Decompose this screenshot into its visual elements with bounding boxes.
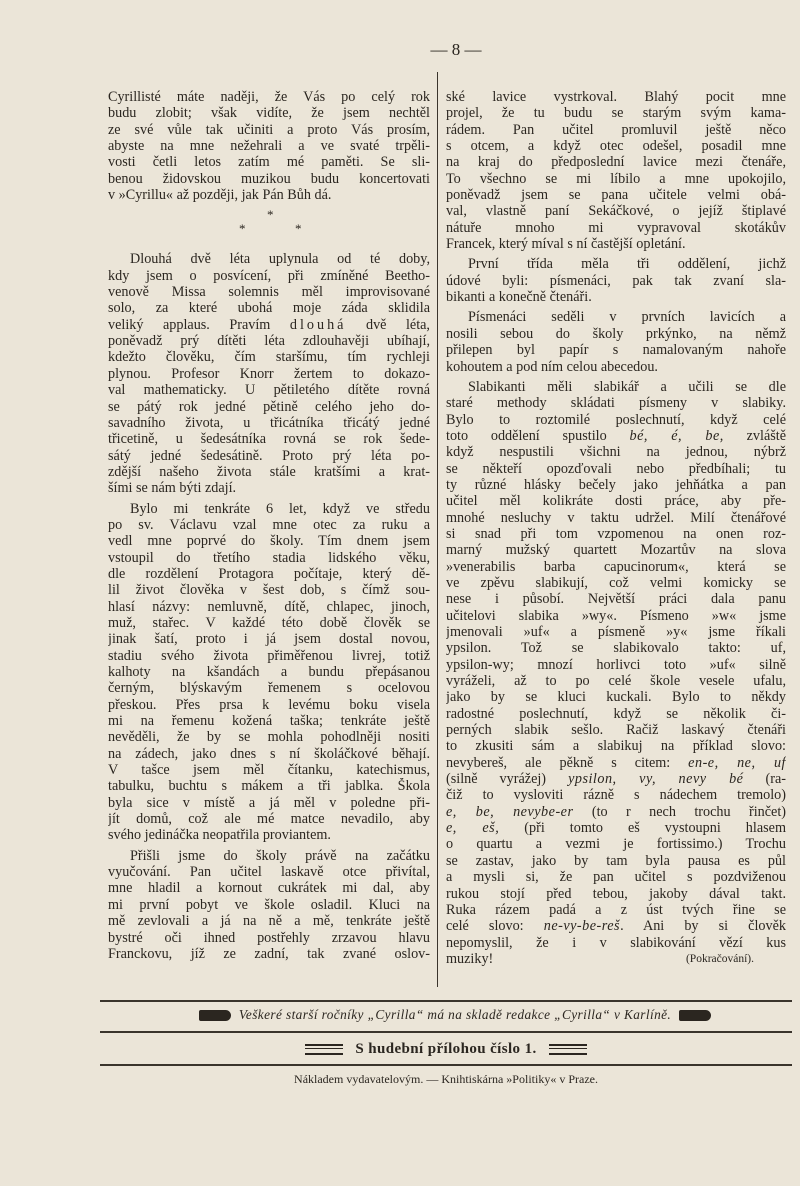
text-line: Bylo to roztomilé poslechnutí, když celé <box>446 411 786 428</box>
text-line: se zastav, jako by tam byla pausa es půl <box>446 852 786 869</box>
text-segment: dvě léta, <box>346 316 430 333</box>
text-segment: zvláště <box>723 427 786 444</box>
text-line: vosti četli letos zatím mé paměti. Se sli- <box>108 154 430 171</box>
text-line: ské lavice vystrkoval. Blahý pocit mne <box>446 89 786 105</box>
text-segment: (při tomto eš vystoupni hlasem <box>499 820 786 837</box>
text-line: údové byli: písmenáci, pak tak zvaní sla- <box>446 272 786 289</box>
text-line: bystré oči ihned postřehly zrzavou hlavu <box>108 929 430 946</box>
text-line: jako by se kluci kuckali. Bylo to někdy <box>446 689 786 706</box>
text-line: Přišli jsme do školy právě na začátku <box>130 847 430 864</box>
text-line: nepomyslil, že i v slabikování vězí kus <box>446 934 786 951</box>
text-segment: . Ani by si člověk <box>620 918 786 935</box>
text-line: na kraj do předposlední lavice mezi čtenáře, <box>446 154 786 171</box>
text-line: se pátý rok jedné pětině celého jeho do- <box>108 398 430 415</box>
italic-syllables: ne-vy-be-reš <box>543 918 621 935</box>
text-line: poněvadž prý dítěti léta zdlouhavěji ubíhají, <box>108 333 430 350</box>
text-line: v »Cyrillu« až později, jak Pán Bůh dá. <box>108 187 332 204</box>
text-line: dle rozdělení Protagora počítaje, který dě- <box>108 565 430 582</box>
text-line: tabulku, buchtu s mákem a tři jablka. Škola <box>108 778 430 795</box>
text-line: na zádech, jako dnes s ní školáčkové běhají. <box>108 745 430 762</box>
text-line <box>446 771 786 787</box>
italic-syllables: bé, é, be, <box>629 427 724 444</box>
text-line: o quartu a vezmi je fortissimo.) Trochu <box>446 836 786 853</box>
text-line: lil život člověka v šest dob, s čímž sou- <box>108 582 430 599</box>
text-line: jinak šatí, proto i já jsem dostal novou, <box>108 631 430 648</box>
supplement-text: S hudební přílohou číslo 1. <box>355 1041 537 1057</box>
text-line: svého jedináčka neopatřila proviantem. <box>108 827 331 844</box>
text-line: rukou stojí před tebou, jakoby dával takt. <box>446 885 786 902</box>
text-line: nosili sebou do školy prkýnko, na němž <box>446 325 786 342</box>
text-line: zdější našeho života stále kratšími a krat- <box>108 463 430 480</box>
text-line: ypsilon. Tož se slabikovalo takto: uf, <box>446 640 786 657</box>
paragraph <box>108 89 430 203</box>
text-segment: (to r nech trochu řinčet) <box>573 803 786 820</box>
text-line: vedl mne poprvé do školy. Tím dnem jsem <box>108 533 430 550</box>
text-line: Dlouhá dvě léta uplynula od té doby, <box>130 251 430 268</box>
notice-text: Veškeré starší ročníky „Cyrilla“ má na skladě redakce „Cyrilla“ v Karlíně. <box>238 1007 672 1022</box>
text-segment: nevybereš, ale pěkně s citem: <box>446 754 689 771</box>
text-line: Slabikanti měli slabikář a učili se dle <box>468 378 786 395</box>
text-line: Ruka rázem padá a z úst tvých řine se <box>446 901 786 918</box>
text-line: »venerabilis barba capucinorum«, která se <box>446 558 786 575</box>
imprint: Nákladem vydavatelovým. — Knihtiskárna »Politiky« v Praze. <box>294 1072 598 1086</box>
text-line: marný mužský quartett Mozartův na slova <box>446 542 786 559</box>
text-segment: (ra- <box>743 771 786 788</box>
pointing-hand-right-icon <box>199 1010 231 1021</box>
text-line: První třída měla tři oddělení, jichž <box>468 256 786 273</box>
text-line: mnohé nesluchy v taktu udržel. Milí čtenářové <box>446 509 786 526</box>
paragraph <box>446 256 786 305</box>
text-line: Franckovu, jíž ze zadní, tak zvané oslov- <box>108 945 430 962</box>
text-segment: (silně vyrážej) <box>446 771 569 788</box>
text-line: černým, blýskavým řemenem s ocelovou <box>108 680 430 697</box>
text-line: jmenovali »uf« a písmeně »y« jsme říkali <box>446 624 786 640</box>
left-column <box>108 89 430 966</box>
text-line: mi na řemenu kožená taška; tenkráte ještě <box>108 713 430 730</box>
text-line: radostné poslechnutí, když se několik či- <box>446 705 786 722</box>
text-line: Cyrillisté máte naději, že Vás po celý rok <box>108 89 430 105</box>
rule-top <box>100 1000 792 1002</box>
text-line: přeskou. Přes prsa k levému boku visela <box>108 696 430 713</box>
text-line: jít domů, což ale mé matce nevadilo, aby <box>108 811 430 828</box>
text-segment: toto oddělení spustilo <box>446 427 630 444</box>
text-line: kohoutem a pod ním celou abecedou. <box>446 358 658 375</box>
text-line: rádem. Pan učitel promluvil ještě něco <box>446 121 786 138</box>
text-line: když nespustili všichni na jednou, nýbrž <box>446 444 786 461</box>
paragraph <box>108 251 430 496</box>
text-line: si snad při tom vzpomenou na onen roz- <box>446 525 786 542</box>
text-line <box>446 918 786 934</box>
text-line: V tašce jsem měl čítanku, katechismus, <box>108 762 430 779</box>
text-line: mne hladil a kornout cukrátek mi dal, aby <box>108 880 430 897</box>
text-line: To všechno se mi líbilo a mne upokojilo, <box>446 170 786 187</box>
asterisk: * <box>267 207 274 223</box>
italic-syllables: e, be, nevybe-er <box>446 803 574 820</box>
paragraph <box>108 848 430 962</box>
text-line: savadního života, u třicátníka třicátý jedné <box>108 414 430 431</box>
text-line: třicetině, u šedesátníka rovná se rok šede- <box>108 431 430 448</box>
text-line: plynou. Profesor Knorr žertem to dokazo- <box>108 365 430 382</box>
closing-word: muziky! <box>446 950 494 967</box>
text-line: kdežto člověku, čím staršímu, tím rychleji <box>108 349 430 366</box>
emphasis: dlouhá <box>289 316 347 333</box>
rule-bottom <box>100 1064 792 1066</box>
text-line: učitelovi slabika »wy«. Písmeno »w« jsme <box>446 607 786 624</box>
paragraph <box>108 501 430 844</box>
text-segment: celé slovo: <box>446 918 544 935</box>
text-line: muž, stařec. V každé této době člověk se <box>108 614 430 631</box>
text-line: ty různé hlásky bečely jako jehňátka a pan <box>446 476 786 493</box>
column-divider <box>437 72 438 987</box>
text-line: ypsilon-wy; mnozí horlivci toto »uf« silně <box>446 656 786 673</box>
paragraph <box>446 309 786 374</box>
closing-line <box>446 951 786 967</box>
text-line: benou židovskou muzikou budu koncertovati <box>108 170 430 187</box>
text-line <box>446 820 786 836</box>
text-line: Písmenáci seděli v prvních lavicích a <box>468 309 786 326</box>
text-line <box>108 317 430 333</box>
paragraph <box>446 379 786 967</box>
text-line: mi první pobyt ve škole osladil. Kluci na <box>108 896 430 913</box>
ornament-bar-left <box>305 1044 343 1055</box>
text-line: staré methody skládati písmeny v slabiky. <box>446 395 786 412</box>
asterisk: * <box>295 221 302 237</box>
text-line: čiž to vysloviti rázně s nádechem tremolo) <box>446 787 786 804</box>
text-line: ze své vůle tak učiniti a proto Vás prosím, <box>108 121 430 138</box>
pointing-hand-left-icon <box>679 1010 711 1021</box>
italic-syllables: e, eš, <box>446 820 500 837</box>
text-line: Francek, který míval s ní častější opletání. <box>446 236 686 253</box>
text-line: ve zpěvu slabikují, což velmi komicky se <box>446 574 786 591</box>
supplement-line <box>100 1041 792 1058</box>
text-line: bikanti a konečně čtenáři. <box>446 289 592 306</box>
text-segment: veliký applaus. Pravím <box>108 316 290 333</box>
text-line: byla sice v místě a já měl v poledne při- <box>108 794 430 811</box>
rule-middle <box>100 1031 792 1033</box>
page-number: — 8 — <box>430 40 482 59</box>
text-line: hlasí názvy: nemluvně, dítě, chlapec, jinoch, <box>108 598 430 615</box>
text-line: šími se nám býti zdají. <box>108 480 237 497</box>
text-line: val mathematicky. U pětiletého dítěte rovná <box>108 382 430 399</box>
text-line: nese i působí. Největší práci dala panu <box>446 591 786 608</box>
italic-syllables: en-e, ne, uf <box>688 754 786 771</box>
text-line: sátý jedné šedesátině. Proto prý léta po- <box>108 447 430 464</box>
italic-syllables: ypsilon, vy, nevy bé <box>568 771 744 788</box>
text-line: poněvadž jsem se pana učitele velmi obá- <box>446 187 786 204</box>
text-line: stadiu svého života přiměřenou livrej, totiž <box>108 647 430 664</box>
text-line: se někteří opozďovali nebo předbíhali; tu <box>446 460 786 477</box>
text-line: val, vlastně paní Sekáčkové, o jejíž štiplavé <box>446 203 786 220</box>
text-line: vstoupil do třetího stadia lidského věku, <box>108 549 430 566</box>
text-line: budu zlobit; však vidíte, že jsem nechtěl <box>108 105 430 122</box>
text-line: kdy jsem o posvícení, při zmíněné Beetho- <box>108 267 430 284</box>
asterisk: * <box>239 221 246 237</box>
text-line: nátuře mnoho mi vypravoval skotákův <box>446 219 786 236</box>
text-line <box>446 428 786 444</box>
ornament-bar-right <box>549 1044 587 1055</box>
section-break-asterisks <box>108 207 430 243</box>
text-line: vyráželi, až to po celé škole vesele ufalu, <box>446 673 786 690</box>
text-line: učitel měl kolikráte dosti práce, aby pře- <box>446 493 786 510</box>
text-line: nevěděli, že by se mohla pohodlněji nositi <box>108 729 430 746</box>
right-column <box>446 89 786 971</box>
back-issues-notice <box>165 1007 745 1023</box>
text-line: kalhoty na kšandách a bundu přepásanou <box>108 664 430 680</box>
text-line: venově Missa solemnis měl improvisované <box>108 284 430 301</box>
paragraph <box>446 89 786 252</box>
text-line: po sv. Václavu vzal mne otec za ruku a <box>108 516 430 533</box>
text-line: s otcem, a když otec odešel, posadil mne <box>446 138 786 155</box>
text-line <box>446 804 786 820</box>
text-line: a mysli si, že pan učitel s pozdviženou <box>446 869 786 886</box>
text-line <box>446 755 786 771</box>
text-line: Bylo mi tenkráte 6 let, když ve středu <box>130 500 430 517</box>
text-line: projel, že tu budu se starým svým kama- <box>446 105 786 122</box>
text-line: přilepen byl papír s namalovaným nahoře <box>446 342 786 359</box>
text-line: mě zevlovali a já na ně a mě, tenkráte ještě <box>108 913 430 930</box>
text-line: perných slabik sešlo. Račiž laskavý čtenáři <box>446 722 786 739</box>
to-be-continued: (Pokračování). <box>685 952 754 965</box>
text-line: vyučování. Pan učitel laskavě otce přivítal, <box>108 864 430 881</box>
text-line: abyste na mne nežehrali a ve svaté trpěli- <box>108 138 430 155</box>
text-line: to zkusiti sám a slabikuj na příklad slovo: <box>446 738 786 755</box>
text-line: solo, za které ubohá moje záda sklidila <box>108 300 430 317</box>
